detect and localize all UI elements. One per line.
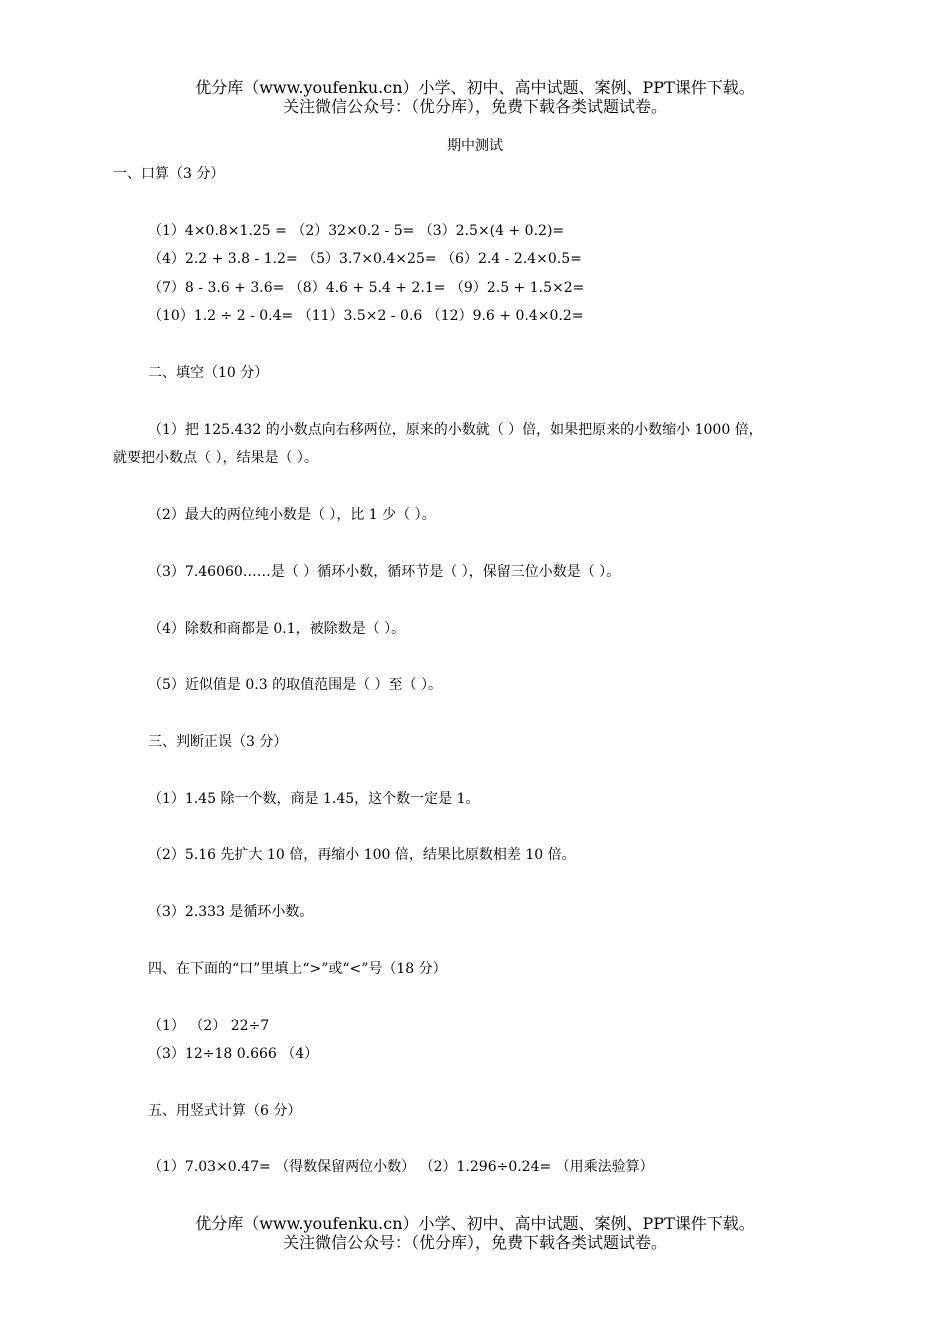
section4-heading: 四、在下面的“口”里填上“>”或“<”号（18 分） (148, 961, 447, 977)
fill-q1-line-1: （1）把 125.432 的小数点向右移两位，原来的小数就（ ）倍，如果把原来的小数缩小 1000 倍， (148, 422, 763, 438)
section3-heading: 三、判断正误（3 分） (148, 734, 288, 750)
section5-heading: 五、用竖式计算（6 分） (148, 1103, 302, 1119)
judge-q1: （1）1.45 除一个数，商是 1.45，这个数一定是 1。 (148, 791, 480, 807)
section1-heading: 一、口算（3 分） (113, 166, 225, 182)
header-line-2: 关注微信公众号：（优分库），免费下载各类试题试卷。 (282, 97, 667, 116)
header-line-1: 优分库（www.youfenku.cn）小学、初中、高中试题、案例、PPT课件下载。 (195, 78, 755, 97)
oral-calc-row-2: （4）2.2 + 3.8 - 1.2= （5）3.7×0.4×25= （6）2.4 - 2.4×0.5= (148, 251, 582, 267)
judge-q3: （3）2.333 是循环小数。 (148, 904, 314, 920)
section2-heading: 二、填空（10 分） (148, 365, 269, 381)
judge-q2: （2）5.16 先扩大 10 倍，再缩小 100 倍，结果比原数相差 10 倍。 (148, 847, 576, 863)
fill-q1-line-2: 就要把小数点（ ），结果是（ ）。 (113, 450, 318, 466)
oral-calc-row-3: （7）8 - 3.6 + 3.6= （8）4.6 + 5.4 + 2.1= （9）2.5 + 1.5×2= (148, 280, 585, 296)
fill-q2: （2）最大的两位纯小数是（ ），比 1 少（ ）。 (148, 507, 436, 523)
header-banner (0, 78, 950, 116)
fill-q4: （4）除数和商都是 0.1，被除数是（ ）。 (148, 621, 406, 637)
page-title: 期中测试 (447, 138, 503, 154)
fill-q3: （3）7.46060……是（ ）循环小数，循环节是（ ），保留三位小数是（ ）。 (148, 564, 621, 580)
oral-calc-row-4: （10）1.2 ÷ 2 - 0.4= （11）3.5×2 - 0.6 （12）9.6 + 0.4×0.2= (148, 308, 584, 324)
vertical-calc-row-1: （1）7.03×0.47= （得数保留两位小数） （2）1.296÷0.24= （用乘法验算） (148, 1159, 654, 1175)
fill-q5: （5）近似值是 0.3 的取值范围是（ ）至（ ）。 (148, 677, 442, 693)
footer-line-1: 优分库（www.youfenku.cn）小学、初中、高中试题、案例、PPT课件下载。 (195, 1214, 755, 1233)
compare-row-2: （3）12÷18 0.666 （4） (148, 1046, 319, 1062)
footer-line-2: 关注微信公众号：（优分库），免费下载各类试题试卷。 (282, 1233, 667, 1252)
footer-banner (0, 1214, 950, 1252)
oral-calc-row-1: （1）4×0.8×1.25 = （2）32×0.2 - 5= （3）2.5×(4 + 0.2)= (148, 223, 565, 239)
compare-row-1: （1） （2） 22÷7 (148, 1018, 270, 1034)
